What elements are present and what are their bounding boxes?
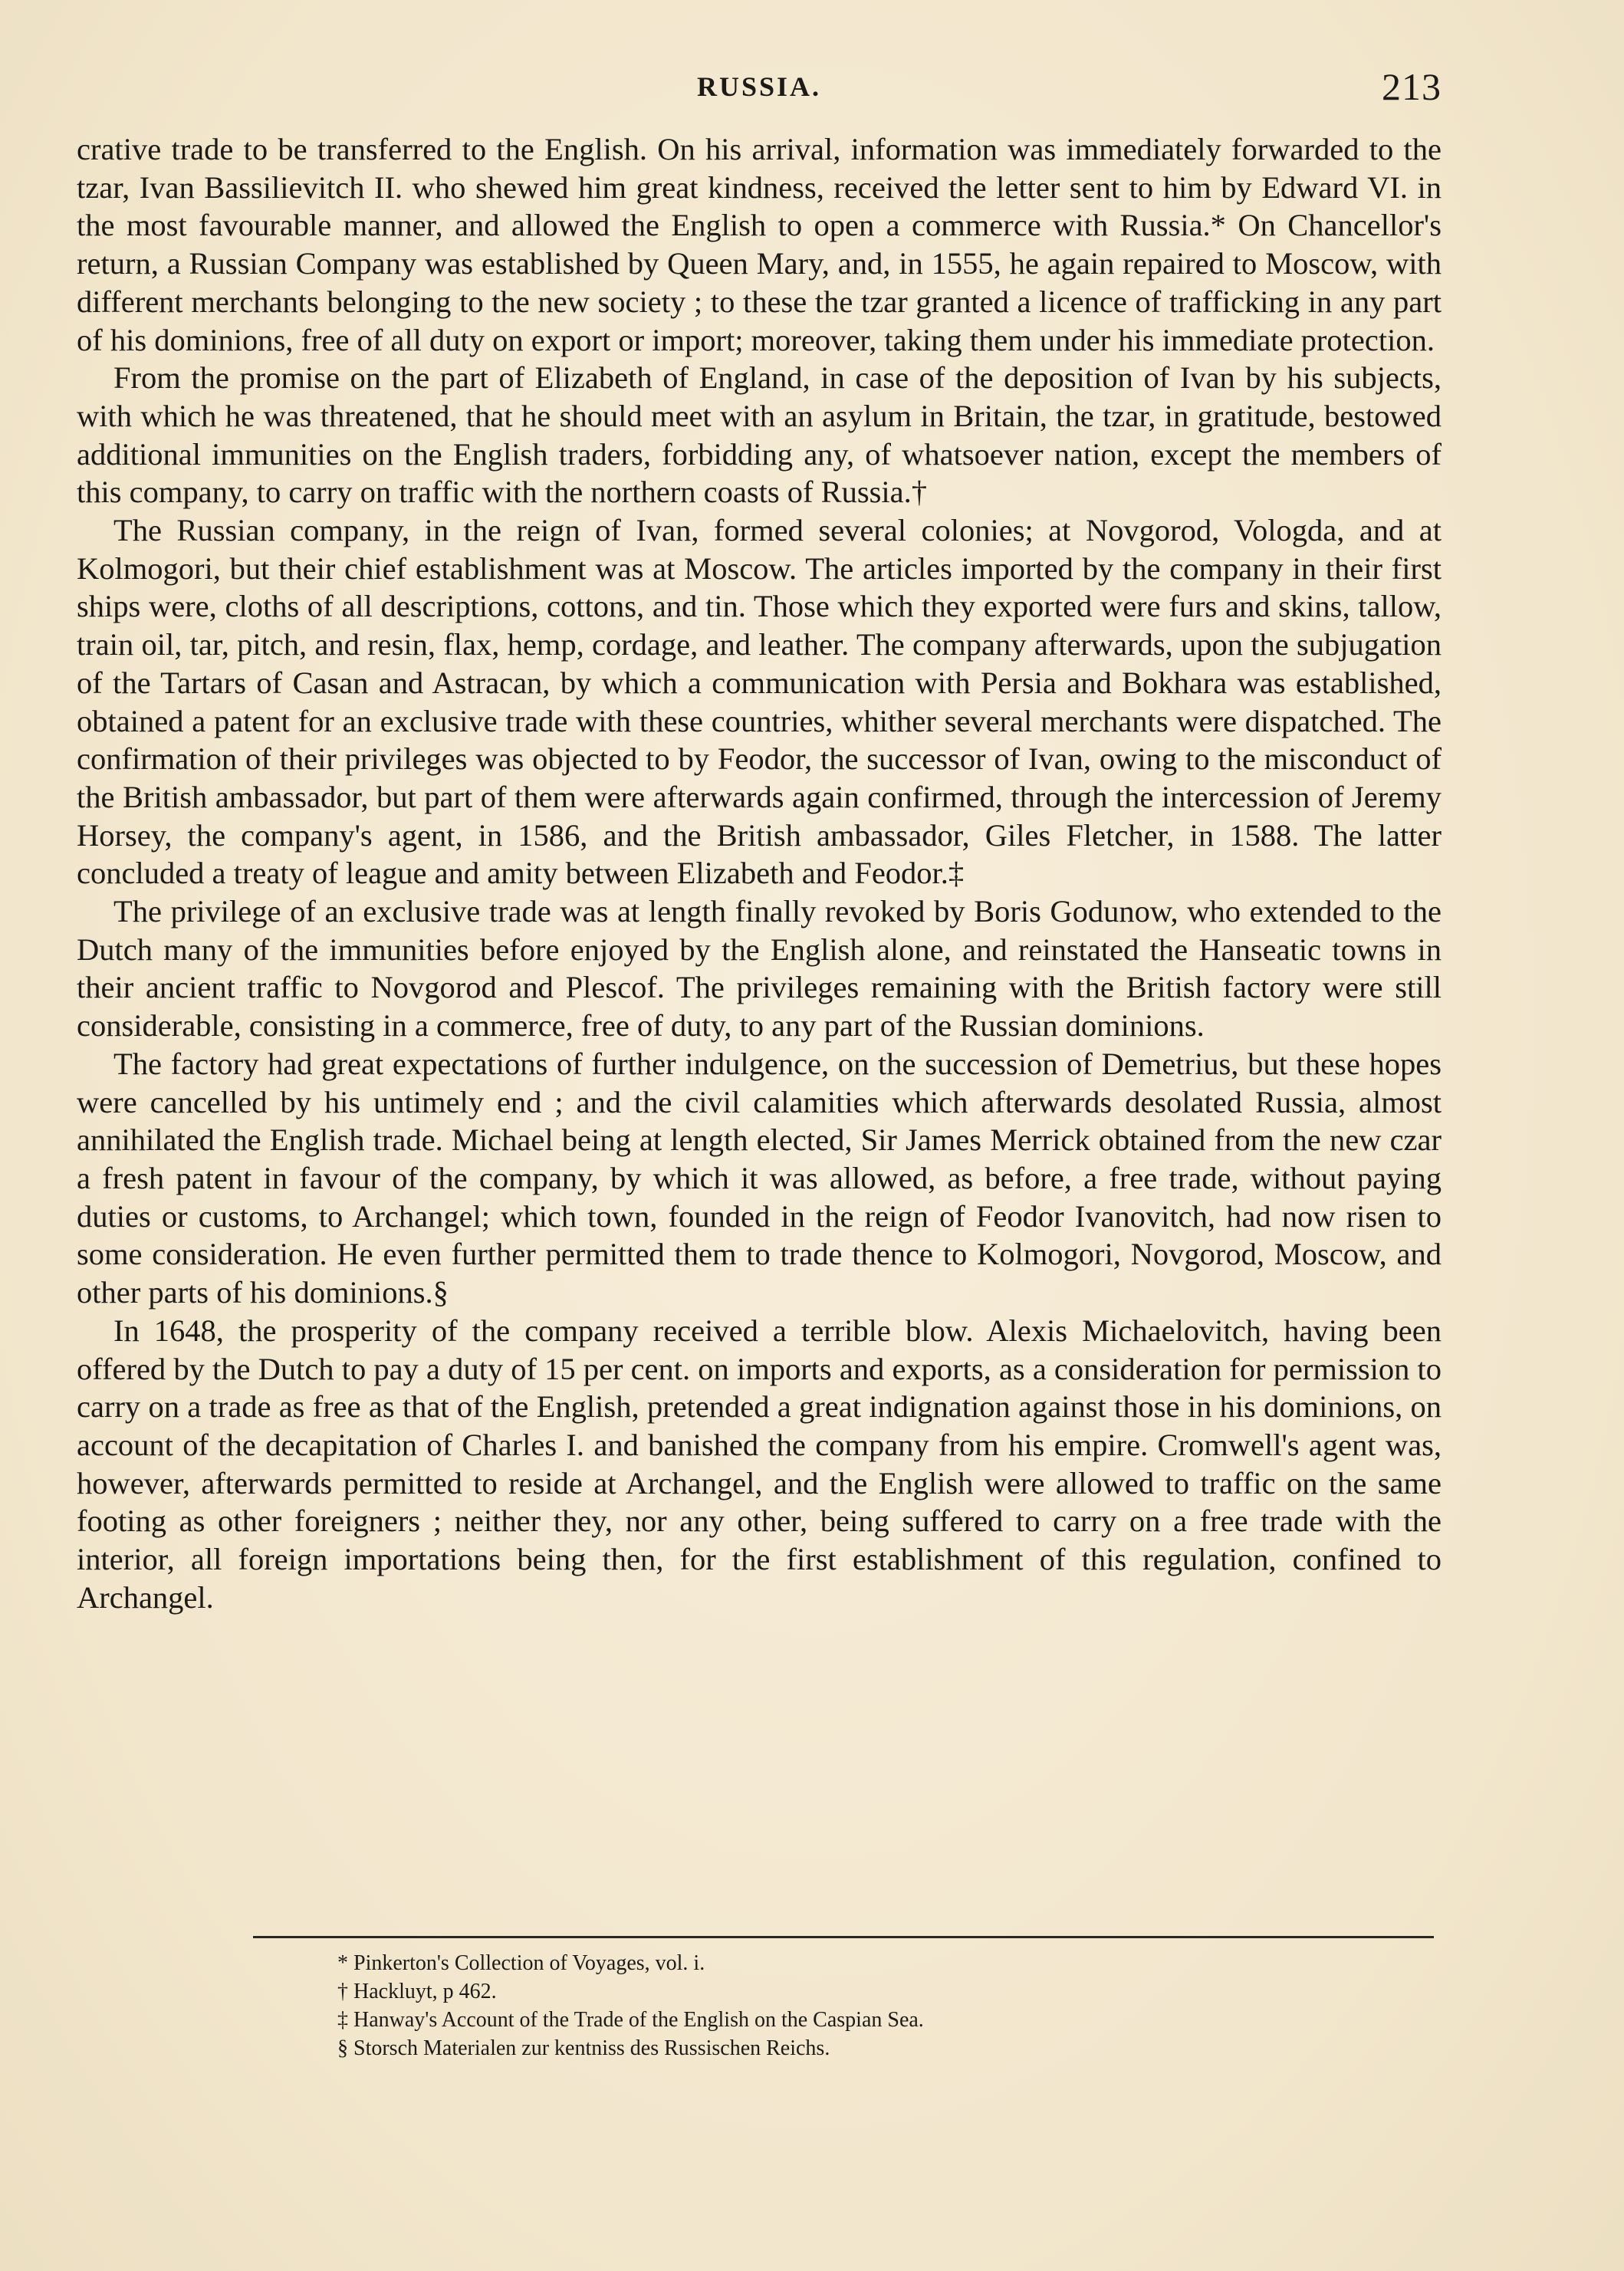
footnote-item: ‡ Hanway's Account of the Trade of the English on the Caspian Sea. [337,2008,924,2032]
page-number: 213 [1382,65,1442,108]
running-head [77,65,1442,117]
footnote-item: † Hackluyt, p 462. [337,1980,497,2003]
footnotes [337,1949,1334,2062]
footnote-item: § Storsch Materialen zur kentniss des Russischen Reichs. [337,2036,830,2060]
footnote-item: * Pinkerton's Collection of Voyages, vol. i. [337,1951,705,1975]
running-title: RUSSIA. [696,71,822,102]
paragraph-factory-expectations: The factory had great expectations of further indulgence, on the succession of Demetrius, but these hopes were cancelled by his untimely end ; and the civil calamities which afterwards desolated Russia, almost annihilated the English trade. Michael being at length elected, Sir James Merrick obtained from the new czar a fresh patent in favour of the company, by which it was allowed, as before, a free trade, without paying duties or customs, to Archangel; which town, founded in the reign of Feodor Ivanovitch, had now risen to some consideration. He even further permitted them to trade thence to Kolmogori, Novgorod, Moscow, and other parts of his dominions.§ [77,1046,1442,1310]
paragraph-elizabeth-promise: From the promise on the part of Elizabeth of England, in case of the deposition of Ivan by his subjects, with which he was threatened, that he should meet with an asylum in Britain, the tzar, in gratitude, bestowed additional immunities on the English traders, forbidding any, of whatsoever nation, except the members of this company, to carry on traffic with the northern coasts of Russia.† [77,360,1442,510]
paragraph-1648-blow: In 1648, the prosperity of the company received a terrible blow. Alexis Michaelovitch, having been offered by the Dutch to pay a duty of 15 per cent. on imports and exports, as a consideration for permission to carry on a trade as free as that of the English, pretended a great indignation against those in his dominions, on account of the decapitation of Charles I. and banished the company from his empire. Cromwell's agent was, however, afterwards permitted to reside at Archangel, and the English were allowed to traffic on the same footing as other foreigners ; neither they, nor any other, being suffered to carry on a free trade with the interior, all foreign importations being then, for the first establishment of this regulation, confined to Archangel. [77,1313,1442,1615]
paragraph-privilege-revoked: The privilege of an exclusive trade was at length finally revoked by Boris Godunow, who extended to the Dutch many of the immunities before enjoyed by the English alone, and reinstated the Hanseatic towns in their ancient traffic to Novgorod and Plescof. The privileges remaining with the British factory were still considerable, consisting in a commerce, free of duty, to any part of the Russian dominions. [77,894,1442,1043]
footnote-rule [253,1936,1434,1938]
paragraph-continuation: crative trade to be transferred to the English. On his arrival, information was immediately forwarded to the tzar, Ivan Bassilievitch II. who shewed him great kindness, received the letter sent to him by Edward VI. in the most favourable manner, and allowed the English to open a commerce with Russia.* On Chancellor's return, a Russian Company was established by Queen Mary, and, in 1555, he again repaired to Moscow, with different merchants belonging to the new society ; to these the tzar granted a licence of trafficking in any part of his dominions, free of all duty on export or import; moreover, taking them under his immediate protection. [77,132,1442,357]
paragraph-russian-company: The Russian company, in the reign of Ivan, formed several colonies; at Novgorod, Vologda, and at Kolmogori, but their chief establishment was at Moscow. The articles imported by the company in their first ships were, cloths of all descriptions, cottons, and tin. Those which they exported were furs and skins, tallow, train oil, tar, pitch, and resin, flax, hemp, cordage, and leather. The company afterwards, upon the subjugation of the Tartars of Casan and Astracan, by which a communication with Persia and Bokhara was established, obtained a patent for an exclusive trade with these countries, whither several merchants were dispatched. The confirmation of their privileges was objected to by Feodor, the successor of Ivan, owing to the misconduct of the British ambassador, but part of them were afterwards again confirmed, through the intercession of Jeremy Horsey, the company's agent, in 1586, and the British ambassador, Giles Fletcher, in 1588. The latter concluded a treaty of league and amity between Elizabeth and Feodor.‡ [77,513,1442,891]
body-text [77,130,1442,1616]
